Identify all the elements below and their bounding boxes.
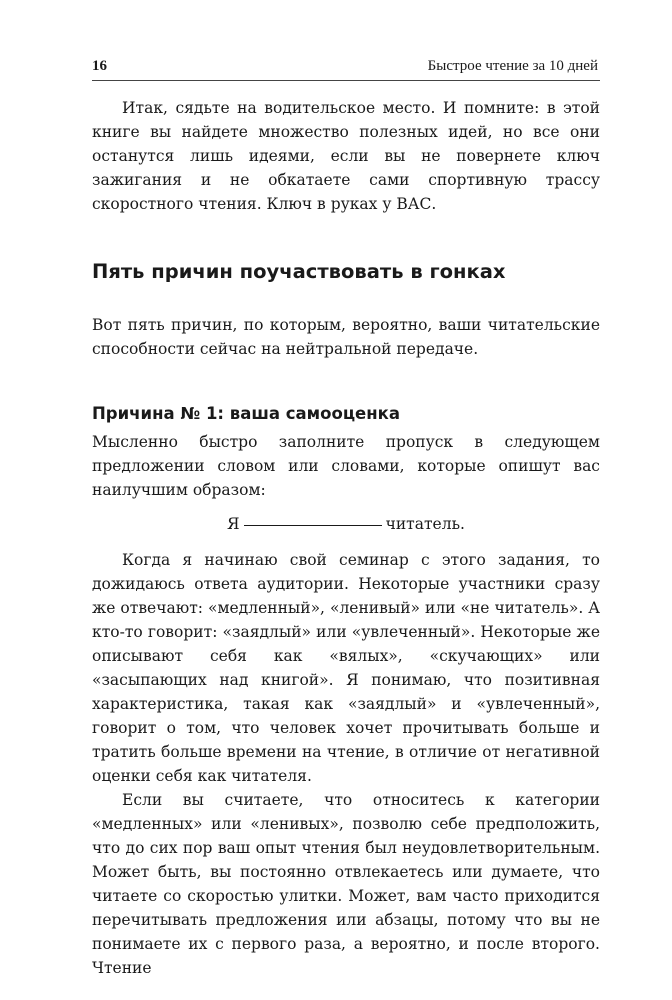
fill-in-sentence [92,512,600,536]
page-number: 16 [92,58,107,74]
fill-in-before: Я [227,515,240,533]
fill-in-blank [244,524,382,526]
paragraph-2: Если вы считаете, что относитесь к категории «медленных» или «ленивых», позволю себе предположить, что до сих пор ваш опыт чтения был неудовлетворительным. Может быть, вы постоянно отвлекаетесь или думаете, что читаете со скоростью улитки. Может, вам часто приходится перечитывать предложения или абзацы, потому что вы не понимаете их с первого раза, а вероятно, и после второго. Чтение [92,791,600,977]
reason-intro: Мысленно быстро заполните пропуск в следующем предложении словом или словами, которые опишут вас наилучшим образом: [92,433,600,499]
section-intro-block [92,313,600,361]
running-header [92,58,600,81]
intro-block [92,96,600,216]
section-intro: Вот пять причин, по которым, вероятно, ваши читательские способности сейчас на нейтральной передаче. [92,316,600,358]
section-heading: Пять причин поучаствовать в гонках [92,260,506,283]
paragraph-1: Когда я начинаю свой семинар с этого задания, то дожидаюсь ответа аудитории. Некоторые участники сразу же отвечают: «медленный», «ленивый» или «не читатель». А кто-то говорит: «заядлый» или «увлеченный». Некоторые же описывают себя как «вялых», «скучающих» или «засыпающих над книгой». Я понимаю, что позитивная характеристика, такая как «заядлый» и «увлеченный», говорит о том, что человек хочет прочитывать больше и тратить больше времени на чтение, в отличие от негативной оценки себя как читателя. [92,551,600,785]
book-title: Быстрое чтение за 10 дней [427,58,598,74]
body-block [92,548,600,980]
intro-paragraph: Итак, сядьте на водительское место. И помните: в этой книге вы найдете множество полезных идей, но все они останутся лишь идеями, если вы не повернете ключ зажигания и не обкатаете сами спортивную трассу скоростного чтения. Ключ в руках у ВАС. [92,99,600,213]
reason-heading: Причина № 1: ваша самооценка [92,404,400,423]
fill-in-after: читатель. [385,515,465,533]
reason-intro-block [92,430,600,502]
